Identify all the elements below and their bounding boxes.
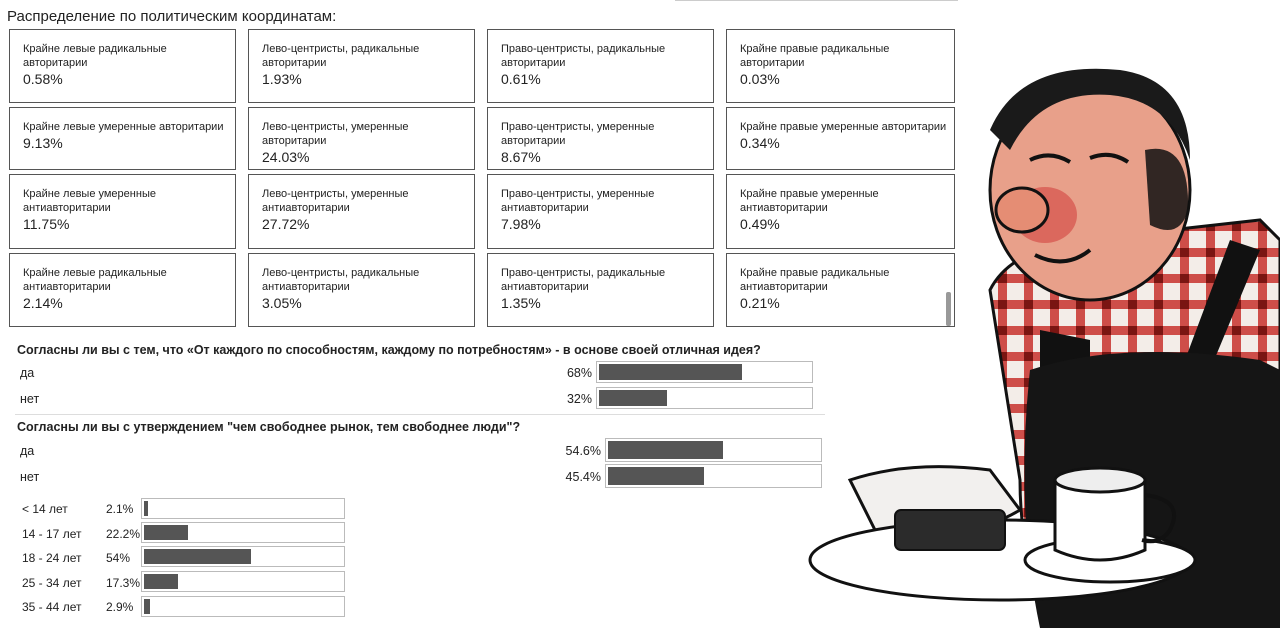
cell-value: 0.34% — [740, 135, 780, 151]
poll2-option-pct: 54.6% — [565, 444, 601, 458]
age-bar-fill — [144, 574, 178, 589]
cell-label: Крайне правые умеренные авторитарии — [740, 121, 947, 133]
age-bar-fill — [144, 525, 188, 540]
age-bar-track — [141, 546, 345, 567]
man-with-coffee-illustration — [790, 40, 1280, 628]
age-bar-track — [141, 571, 345, 592]
coordinate-cell — [248, 107, 475, 170]
poll2-bar-fill — [608, 441, 723, 459]
age-group-label: < 14 лет — [22, 502, 68, 516]
cell-value: 24.03% — [262, 149, 310, 165]
coordinate-cell — [9, 174, 236, 249]
cell-value: 0.58% — [23, 71, 63, 87]
age-bar-fill — [144, 599, 150, 614]
cell-label: Право-центристы, умеренные авторитарии — [501, 121, 655, 147]
poll1-option-pct: 32% — [566, 392, 592, 406]
age-group-pct: 22.2% — [106, 527, 141, 541]
age-bar-fill — [144, 549, 251, 564]
cell-value: 1.93% — [262, 71, 302, 87]
age-group-pct: 54% — [106, 551, 131, 565]
cell-label: Лево-центристы, умеренные авторитарии — [262, 121, 409, 147]
age-group-label: 18 - 24 лет — [22, 551, 82, 565]
coordinate-cell — [248, 29, 475, 103]
cell-label: Крайне левые умеренные антиавторитарии — [23, 188, 156, 214]
panel-top-divider — [675, 0, 958, 1]
age-bar-track — [141, 522, 345, 543]
coordinate-cell — [9, 107, 236, 170]
poll1-bar-fill — [599, 364, 742, 380]
cell-label: Лево-центристы, радикальные антиавторитарии — [262, 267, 420, 293]
coordinate-cell — [248, 253, 475, 327]
poll1-bar-track — [596, 361, 813, 383]
cell-label: Крайне правые умеренные антиавторитарии — [740, 188, 879, 214]
poll2-bar-track — [605, 438, 822, 462]
coordinate-cell — [9, 29, 236, 103]
cell-value: 8.67% — [501, 149, 541, 165]
cell-value: 0.21% — [740, 295, 780, 311]
cell-label: Право-центристы, радикальные антиавторитарии — [501, 267, 666, 293]
age-group-pct: 2.1% — [106, 502, 134, 516]
age-group-pct: 2.9% — [106, 600, 134, 614]
cell-label: Право-центристы, радикальные авторитарии — [501, 43, 666, 69]
poll1-question: Согласны ли вы с тем, что «От каждого по способностям, каждому по потребностям» - в основе своей отличная идея? — [17, 343, 761, 357]
cell-value: 0.03% — [740, 71, 780, 87]
poll1-bar-fill — [599, 390, 667, 406]
poll1-option-pct: 68% — [566, 366, 592, 380]
age-bar-track — [141, 498, 345, 519]
cell-label: Лево-центристы, умеренные антиавторитарии — [262, 188, 409, 214]
cell-value: 27.72% — [262, 216, 310, 232]
age-bar-fill — [144, 501, 148, 516]
cell-label: Право-центристы, умеренные антиавторитарии — [501, 188, 655, 214]
age-group-label: 14 - 17 лет — [22, 527, 82, 541]
cell-value: 0.61% — [501, 71, 541, 87]
poll1-option-label: да — [20, 366, 35, 380]
cell-value: 0.49% — [740, 216, 780, 232]
cell-label: Крайне левые радикальные антиавторитарии — [23, 267, 167, 293]
cell-value: 9.13% — [23, 135, 63, 151]
coordinate-cell — [248, 174, 475, 249]
poll2-question: Согласны ли вы с утверждением "чем свободнее рынок, тем свободнее люди"? — [17, 420, 521, 434]
poll2-bar-track — [605, 464, 822, 488]
cell-value: 1.35% — [501, 295, 541, 311]
coordinate-cell — [487, 29, 714, 103]
coordinates-title: Распределение по политическим координатам: — [7, 8, 337, 25]
poll2-option-pct: 45.4% — [565, 470, 601, 484]
cell-label: Лево-центристы, радикальные авторитарии — [262, 43, 420, 69]
age-group-label: 25 - 34 лет — [22, 576, 82, 590]
poll2-bar-fill — [608, 467, 704, 485]
poll1-bar-track — [596, 387, 813, 409]
coordinate-cell — [487, 174, 714, 249]
cell-label: Крайне правые радикальные антиавторитарии — [740, 267, 890, 293]
poll1-option-label: нет — [20, 392, 40, 406]
age-group-pct: 17.3% — [106, 576, 141, 590]
cell-label: Крайне левые умеренные авторитарии — [23, 121, 224, 133]
poll2-option-label: да — [20, 444, 35, 458]
cell-value: 2.14% — [23, 295, 63, 311]
coordinate-cell — [9, 253, 236, 327]
coordinate-cell — [487, 107, 714, 170]
coordinate-cell — [487, 253, 714, 327]
age-bar-track — [141, 596, 345, 617]
cell-label: Крайне левые радикальные авторитарии — [23, 43, 167, 69]
cell-label: Крайне правые радикальные авторитарии — [740, 43, 890, 69]
cell-value: 7.98% — [501, 216, 541, 232]
poll2-option-label: нет — [20, 470, 40, 484]
age-group-label: 35 - 44 лет — [22, 600, 82, 614]
poll-divider — [15, 414, 825, 415]
cell-value: 11.75% — [23, 216, 70, 232]
cell-value: 3.05% — [262, 295, 302, 311]
